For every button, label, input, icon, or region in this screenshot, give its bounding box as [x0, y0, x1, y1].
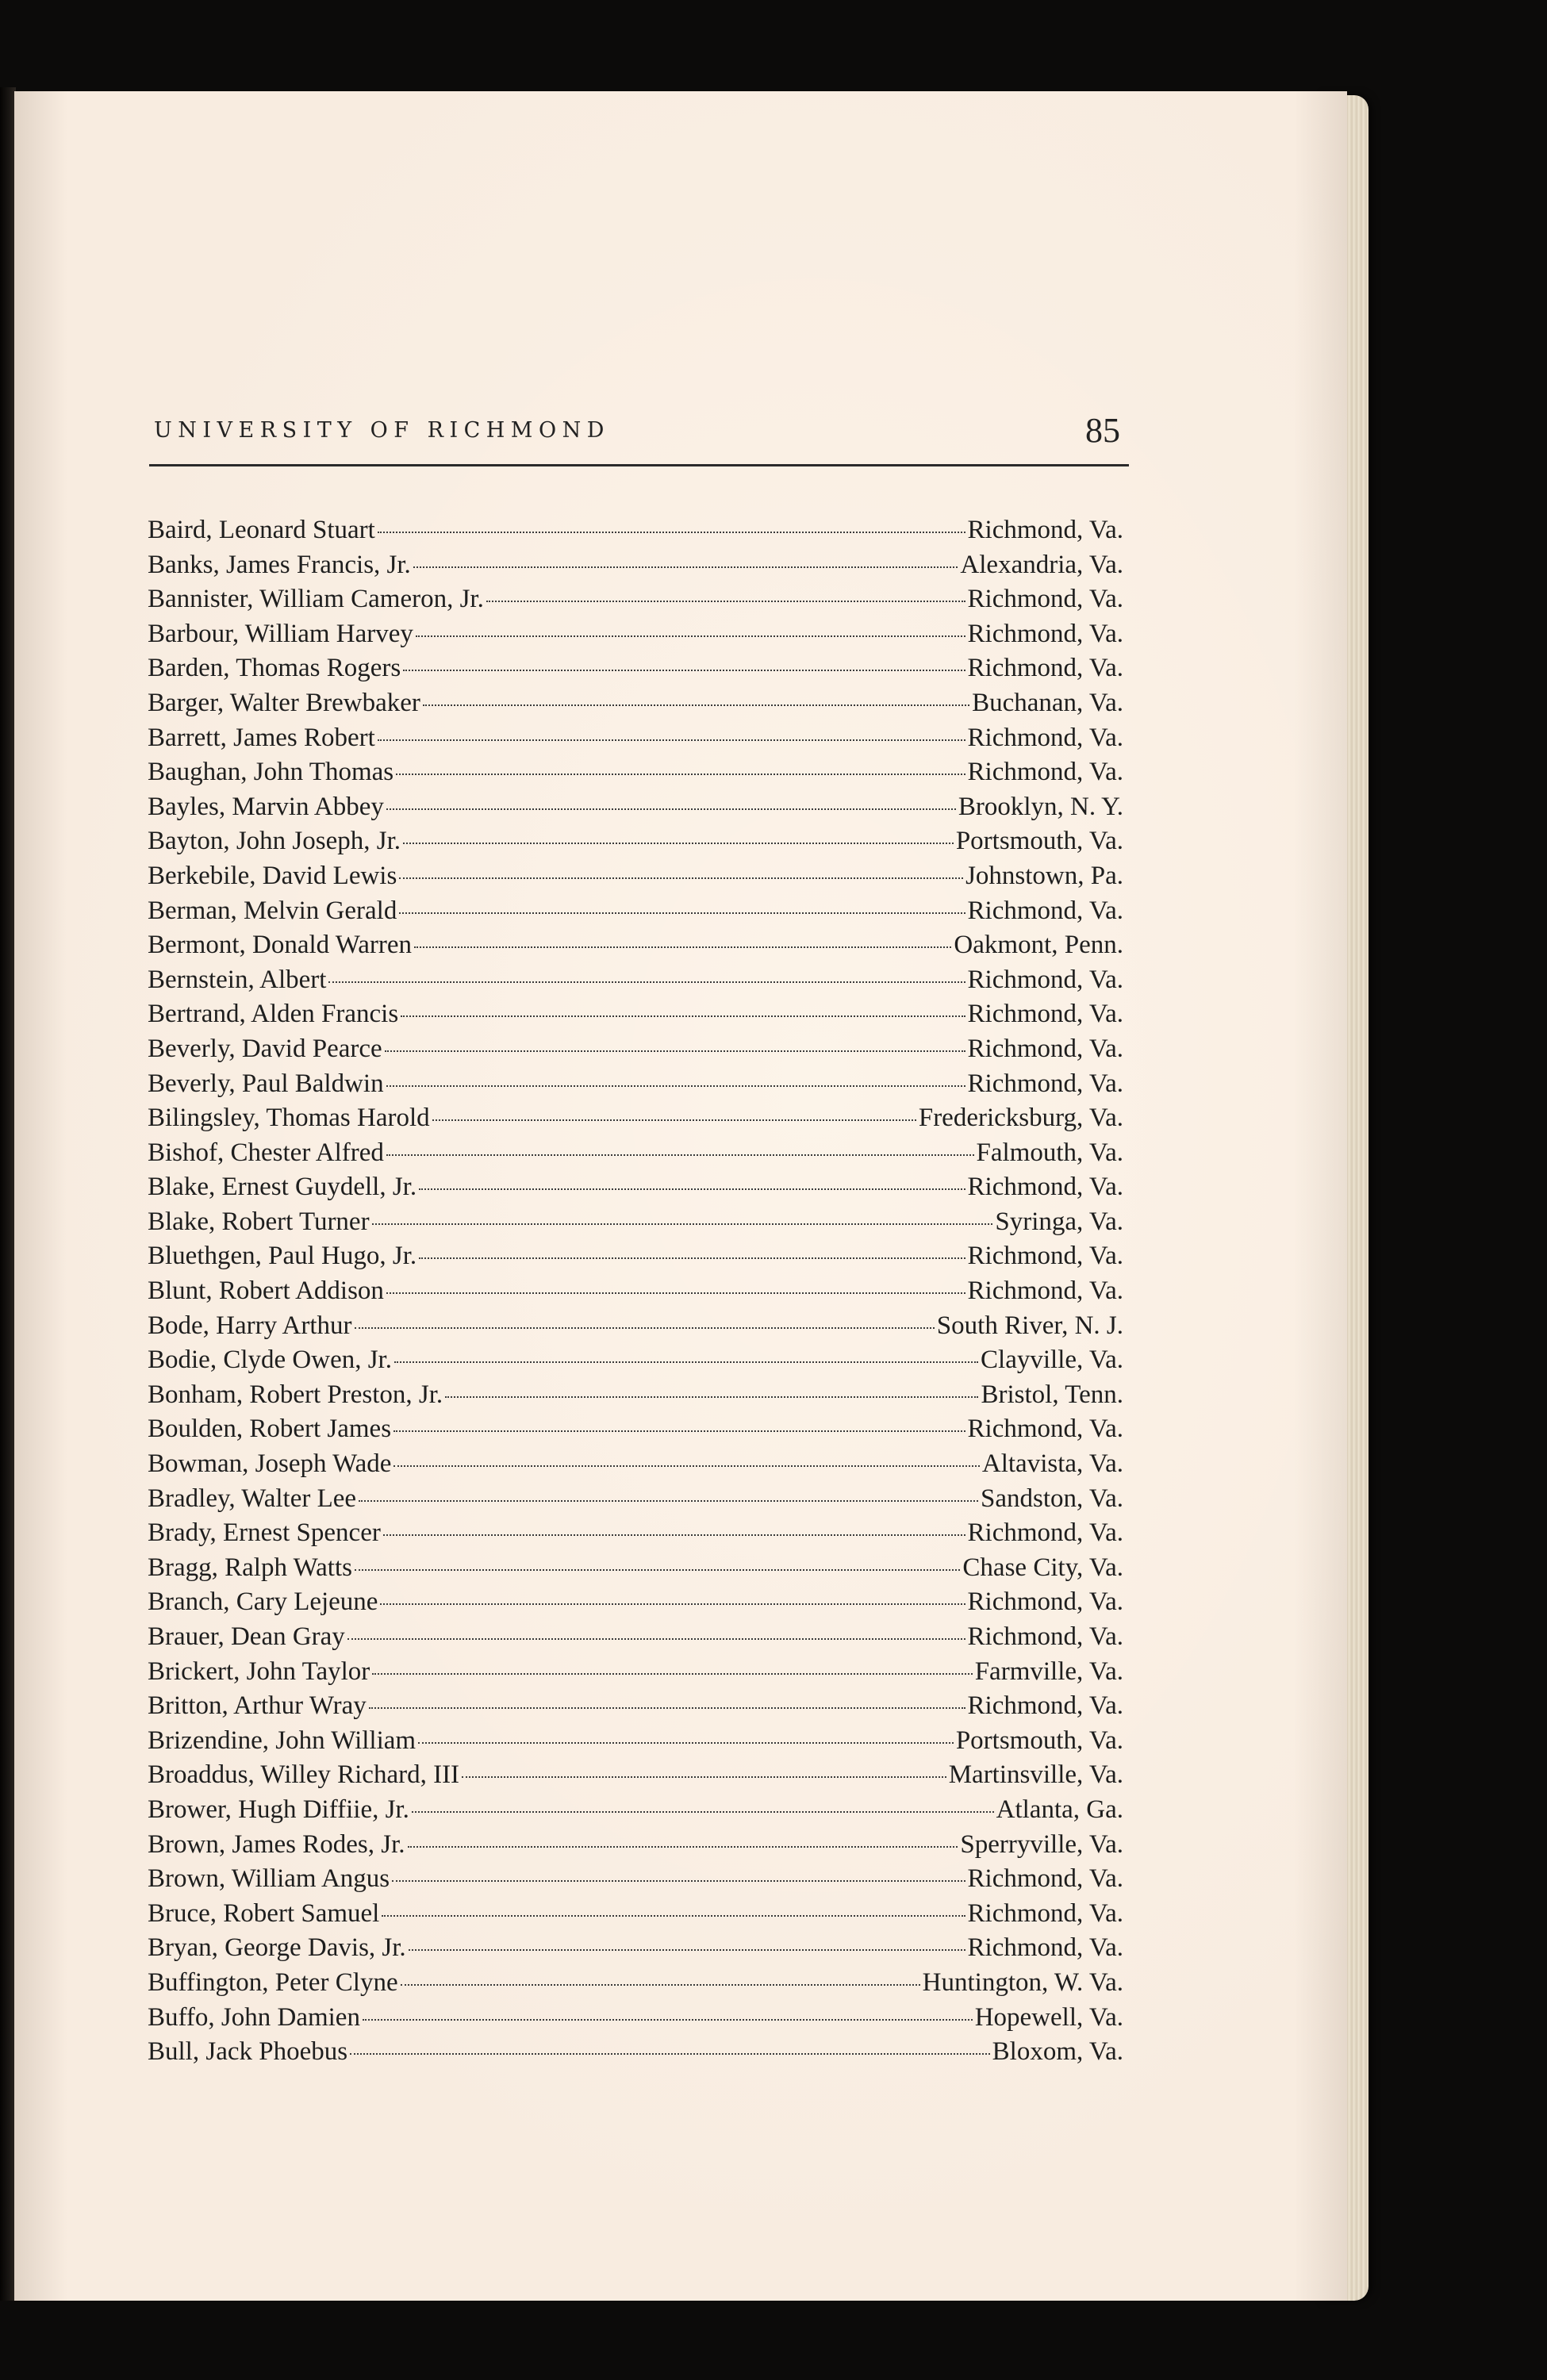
- list-item: [148, 1518, 1123, 1553]
- list-item: [148, 1138, 1123, 1173]
- hometown: Clayville, Va.: [981, 1345, 1123, 1375]
- running-head: UNIVERSITY OF RICHMOND: [154, 418, 610, 443]
- dot-leader: [355, 1327, 935, 1329]
- student-name: Berman, Melvin Gerald: [148, 896, 397, 925]
- dot-leader: [392, 1880, 965, 1882]
- student-name: Brickert, John Taylor: [148, 1656, 370, 1686]
- list-item: [148, 1449, 1123, 1484]
- hometown: Richmond, Va.: [967, 1518, 1123, 1548]
- list-item: [148, 862, 1123, 896]
- hometown: Portsmouth, Va.: [955, 1726, 1123, 1755]
- list-item: [148, 1968, 1123, 2003]
- dot-leader: [418, 1742, 954, 1744]
- student-name: Bayles, Marvin Abbey: [148, 792, 384, 821]
- hometown: Richmond, Va.: [967, 1276, 1123, 1306]
- list-item: [148, 793, 1123, 827]
- student-name: Blunt, Robert Addison: [148, 1276, 384, 1306]
- list-item: [148, 585, 1123, 620]
- dot-leader: [393, 1430, 965, 1432]
- dot-leader: [328, 981, 965, 983]
- hometown: Sperryville, Va.: [960, 1829, 1123, 1859]
- hometown: Atlanta, Ga.: [996, 1795, 1123, 1824]
- dot-leader: [378, 739, 965, 741]
- page-header: [133, 329, 1125, 450]
- student-name: Barrett, James Robert: [148, 723, 375, 752]
- student-name: Bonham, Robert Preston, Jr.: [148, 1380, 443, 1409]
- dot-leader: [393, 1465, 979, 1467]
- list-item: [148, 1726, 1123, 1761]
- hometown: Richmond, Va.: [967, 1173, 1123, 1202]
- dot-leader: [369, 1707, 965, 1709]
- hometown: Richmond, Va.: [967, 585, 1123, 614]
- student-name: Beverly, Paul Baldwin: [148, 1069, 384, 1098]
- student-name: Buffington, Peter Clyne: [148, 1967, 398, 1997]
- hometown: Richmond, Va.: [967, 1898, 1123, 1928]
- dot-leader: [423, 704, 969, 706]
- list-item: [148, 1760, 1123, 1795]
- student-name: Blake, Robert Turner: [148, 1207, 370, 1236]
- dot-leader: [382, 1915, 965, 1917]
- list-item: [148, 827, 1123, 862]
- dot-leader: [347, 1638, 965, 1640]
- hometown: Richmond, Va.: [967, 516, 1123, 544]
- dot-leader: [383, 1534, 965, 1536]
- dot-leader: [399, 877, 963, 879]
- hometown: Syringa, Va.: [995, 1207, 1123, 1236]
- student-name: Boulden, Robert James: [148, 1415, 392, 1444]
- list-item: [148, 1587, 1123, 1622]
- student-name: Brady, Ernest Spencer: [148, 1518, 381, 1548]
- dot-leader: [359, 1500, 978, 1502]
- list-item: [148, 1069, 1123, 1104]
- header-rule: [149, 464, 1129, 466]
- student-name: Bruce, Robert Samuel: [148, 1898, 380, 1928]
- student-name: Bertrand, Alden Francis: [148, 1000, 399, 1029]
- hometown: Hopewell, Va.: [974, 2002, 1123, 2032]
- list-item: [148, 516, 1123, 551]
- hometown: Altavista, Va.: [981, 1449, 1123, 1479]
- book-page: [14, 91, 1347, 2301]
- hometown: Richmond, Va.: [967, 1691, 1123, 1721]
- dot-leader: [372, 1673, 972, 1675]
- list-item: [148, 724, 1123, 758]
- dot-leader: [386, 1154, 974, 1156]
- student-name: Brizendine, John William: [148, 1726, 416, 1755]
- list-item: [148, 1035, 1123, 1069]
- list-item: [148, 551, 1123, 585]
- student-name: Barger, Walter Brewbaker: [148, 688, 420, 717]
- hometown: Richmond, Va.: [967, 654, 1123, 683]
- dot-leader: [403, 670, 965, 671]
- hometown: Oakmont, Penn.: [954, 931, 1123, 960]
- list-item: [148, 1276, 1123, 1311]
- hometown: Richmond, Va.: [967, 1587, 1123, 1617]
- list-item: [148, 1345, 1123, 1380]
- list-item: [148, 1380, 1123, 1415]
- hometown: Farmville, Va.: [974, 1656, 1123, 1686]
- hometown: Richmond, Va.: [967, 1034, 1123, 1063]
- list-item: [148, 1657, 1123, 1692]
- dot-leader: [363, 2019, 973, 2021]
- list-item: [148, 1933, 1123, 1968]
- student-name: Berkebile, David Lewis: [148, 861, 397, 890]
- dot-leader: [419, 1188, 965, 1190]
- student-name: Bishof, Chester Alfred: [148, 1138, 384, 1167]
- student-name: Bayton, John Joseph, Jr.: [148, 827, 401, 856]
- dot-leader: [385, 1050, 965, 1052]
- hometown: Richmond, Va.: [967, 1933, 1123, 1963]
- list-item: [148, 931, 1123, 965]
- dot-leader: [401, 1984, 920, 1986]
- page-number: 85: [1085, 411, 1120, 450]
- list-item: [148, 654, 1123, 689]
- list-item: [148, 1104, 1123, 1138]
- student-name: Blake, Ernest Guydell, Jr.: [148, 1173, 417, 1202]
- hometown: Richmond, Va.: [967, 1864, 1123, 1894]
- hometown: South River, N. J.: [936, 1311, 1123, 1340]
- hometown: Portsmouth, Va.: [955, 827, 1123, 856]
- hometown: Richmond, Va.: [967, 896, 1123, 925]
- dot-leader: [399, 912, 965, 914]
- list-item: [148, 2003, 1123, 2038]
- hometown: Alexandria, Va.: [960, 550, 1123, 579]
- list-item: [148, 689, 1123, 724]
- student-name: Bryan, George Davis, Jr.: [148, 1933, 406, 1963]
- hometown: Huntington, W. Va.: [922, 1967, 1123, 1997]
- list-item: [148, 1000, 1123, 1035]
- list-item: [148, 1311, 1123, 1346]
- dot-leader: [416, 635, 965, 637]
- hometown: Martinsville, Va.: [948, 1760, 1123, 1790]
- student-name: Brown, James Rodes, Jr.: [148, 1829, 405, 1859]
- list-item: [148, 2037, 1123, 2072]
- hometown: Brooklyn, N. Y.: [958, 792, 1123, 821]
- dot-leader: [386, 808, 956, 810]
- dot-leader: [486, 601, 965, 602]
- hometown: Richmond, Va.: [967, 619, 1123, 648]
- hometown: Bristol, Tenn.: [981, 1380, 1123, 1409]
- list-item: [148, 1415, 1123, 1449]
- student-name: Broaddus, Willey Richard, III: [148, 1760, 460, 1790]
- hometown: Falmouth, Va.: [976, 1138, 1123, 1167]
- student-name: Bull, Jack Phoebus: [148, 2037, 348, 2067]
- list-item: [148, 1795, 1123, 1830]
- hometown: Richmond, Va.: [967, 1000, 1123, 1029]
- hometown: Richmond, Va.: [967, 1242, 1123, 1271]
- dot-leader: [412, 1811, 994, 1813]
- hometown: Richmond, Va.: [967, 1069, 1123, 1098]
- list-item: [148, 896, 1123, 931]
- dot-leader: [350, 2053, 990, 2055]
- hometown: Bloxom, Va.: [992, 2037, 1123, 2067]
- student-name: Bodie, Clyde Owen, Jr.: [148, 1345, 392, 1375]
- student-name: Britton, Arthur Wray: [148, 1691, 367, 1721]
- hometown: Richmond, Va.: [967, 758, 1123, 787]
- hometown: Richmond, Va.: [967, 723, 1123, 752]
- dot-leader: [413, 566, 958, 568]
- student-name: Brower, Hugh Diffiie, Jr.: [148, 1795, 409, 1824]
- dot-leader: [445, 1396, 978, 1398]
- student-name: Baird, Leonard Stuart: [148, 516, 375, 544]
- student-name: Bode, Harry Arthur: [148, 1311, 352, 1340]
- student-name: Barden, Thomas Rogers: [148, 654, 401, 683]
- book-spine-shadow: [0, 87, 16, 2301]
- hometown: Richmond, Va.: [967, 1622, 1123, 1651]
- student-name: Bernstein, Albert: [148, 965, 327, 994]
- student-name: Banks, James Francis, Jr.: [148, 550, 411, 579]
- list-item: [148, 1207, 1123, 1242]
- student-name: Bermont, Donald Warren: [148, 931, 413, 960]
- student-name: Bilingsley, Thomas Harold: [148, 1104, 430, 1133]
- list-item: [148, 758, 1123, 793]
- list-item: [148, 1691, 1123, 1726]
- student-name: Brown, William Angus: [148, 1864, 390, 1894]
- student-name: Barbour, William Harvey: [148, 619, 413, 648]
- student-name: Bluethgen, Paul Hugo, Jr.: [148, 1242, 417, 1271]
- dot-leader: [401, 1015, 965, 1017]
- dot-leader: [396, 774, 965, 775]
- list-item: [148, 1830, 1123, 1865]
- hometown: Buchanan, Va.: [972, 688, 1123, 717]
- list-item: [148, 1622, 1123, 1657]
- student-name: Branch, Cary Lejeune: [148, 1587, 378, 1617]
- list-item: [148, 965, 1123, 1000]
- hometown: Johnstown, Pa.: [965, 861, 1123, 890]
- student-directory-list: [148, 516, 1123, 2072]
- hometown: Sandston, Va.: [981, 1484, 1123, 1513]
- hometown: Richmond, Va.: [967, 965, 1123, 994]
- dot-leader: [432, 1119, 916, 1121]
- dot-leader: [355, 1569, 960, 1571]
- dot-leader: [394, 1361, 978, 1363]
- dot-leader: [386, 1292, 965, 1294]
- student-name: Beverly, David Pearce: [148, 1034, 382, 1063]
- student-name: Baughan, John Thomas: [148, 758, 394, 787]
- dot-leader: [386, 1085, 965, 1087]
- dot-leader: [409, 1949, 965, 1951]
- hometown: Richmond, Va.: [967, 1415, 1123, 1444]
- dot-leader: [414, 946, 951, 948]
- hometown: Chase City, Va.: [962, 1553, 1123, 1582]
- dot-leader: [380, 1603, 965, 1605]
- student-name: Bradley, Walter Lee: [148, 1484, 357, 1513]
- student-name: Bragg, Ralph Watts: [148, 1553, 352, 1582]
- dot-leader: [372, 1223, 993, 1225]
- dot-leader: [408, 1846, 958, 1848]
- list-item: [148, 1173, 1123, 1207]
- list-item: [148, 1242, 1123, 1276]
- student-name: Brauer, Dean Gray: [148, 1622, 345, 1651]
- dot-leader: [462, 1776, 946, 1778]
- list-item: [148, 620, 1123, 654]
- hometown: Fredericksburg, Va.: [918, 1104, 1123, 1133]
- list-item: [148, 1864, 1123, 1899]
- list-item: [148, 1484, 1123, 1519]
- student-name: Bannister, William Cameron, Jr.: [148, 585, 484, 614]
- dot-leader: [419, 1257, 965, 1259]
- student-name: Buffo, John Damien: [148, 2002, 360, 2032]
- list-item: [148, 1899, 1123, 1934]
- dot-leader: [378, 532, 965, 533]
- student-name: Bowman, Joseph Wade: [148, 1449, 392, 1479]
- dot-leader: [403, 843, 954, 844]
- list-item: [148, 1553, 1123, 1588]
